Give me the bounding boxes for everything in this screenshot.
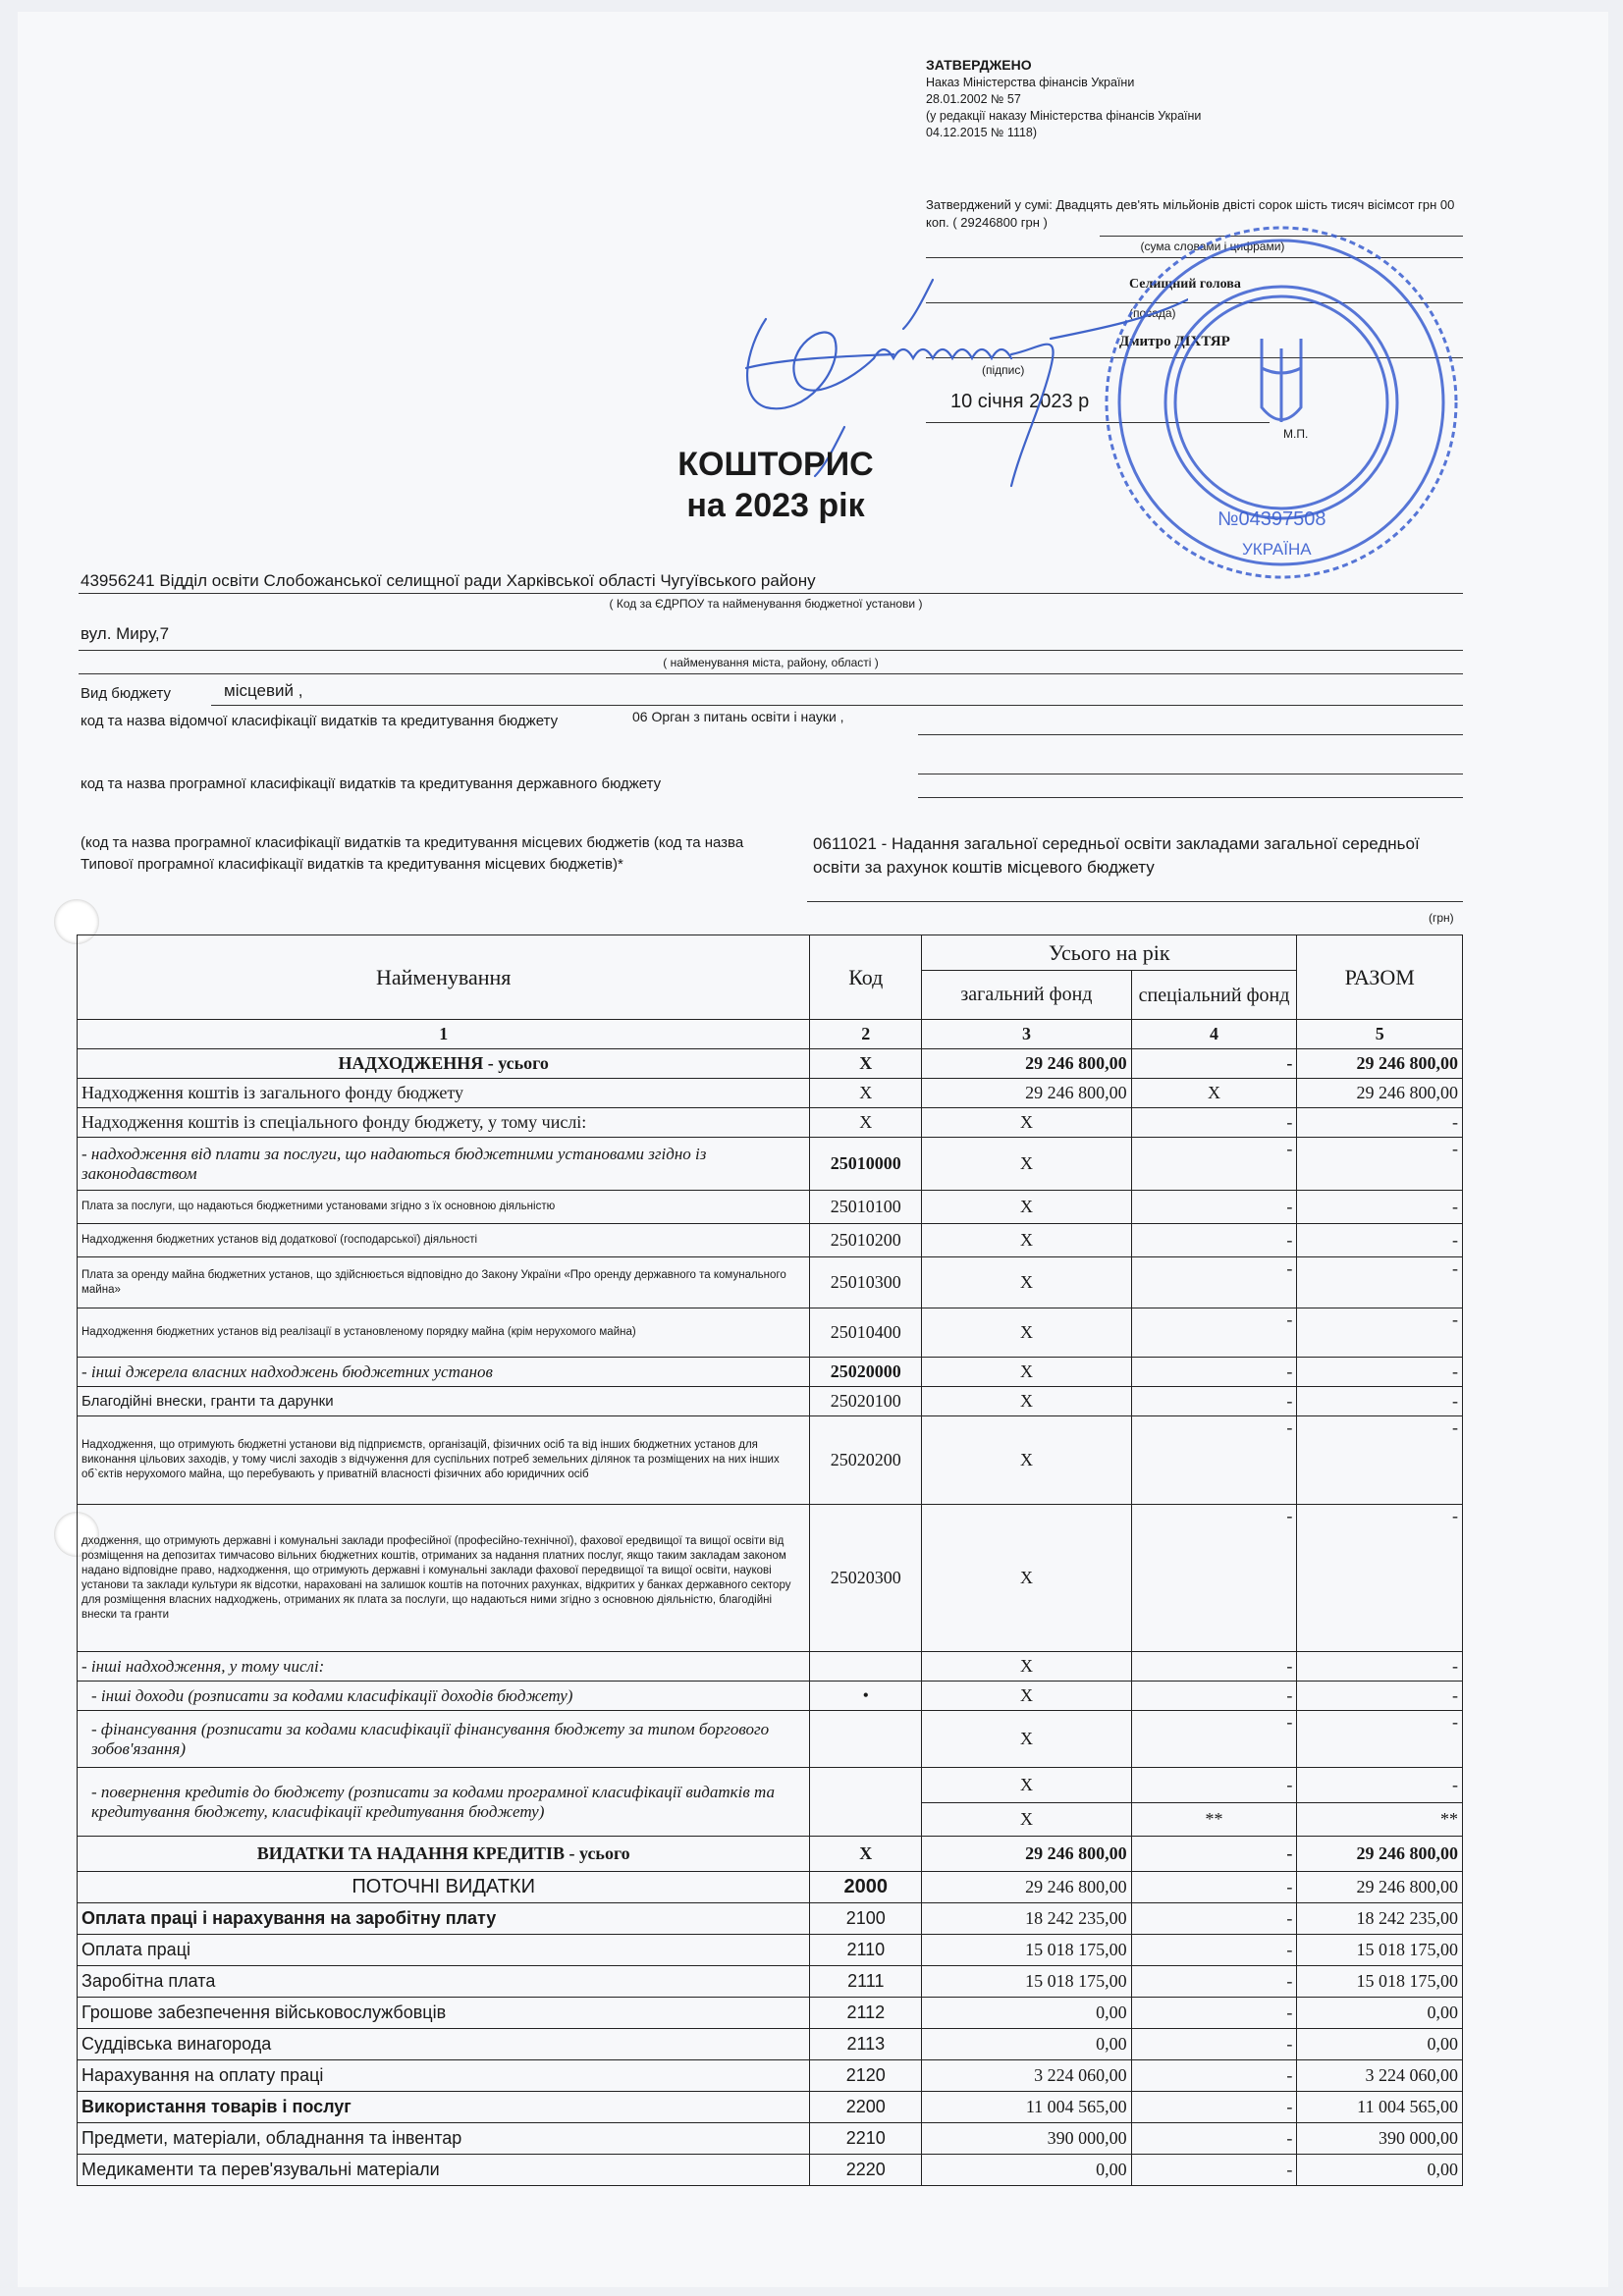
row-code: Х xyxy=(810,1837,922,1872)
column-number: 2 xyxy=(810,1020,922,1049)
row-general: Х xyxy=(922,1505,1131,1652)
estimate-table xyxy=(77,934,1463,2186)
table-row xyxy=(78,1872,1463,1903)
position-caption: (посада) xyxy=(1129,306,1176,320)
row-general: 15 018 175,00 xyxy=(922,1966,1131,1998)
row-general: Х xyxy=(922,1138,1131,1191)
row-total: - xyxy=(1297,1191,1463,1224)
header-year-total: Усього на рік xyxy=(922,935,1297,971)
row-special: - xyxy=(1131,1049,1297,1079)
row-code: 2111 xyxy=(810,1966,922,1998)
org-address: вул. Миру,7 xyxy=(81,624,170,643)
row-name: Надходження коштів із загального фонду бюджету xyxy=(78,1079,810,1108)
budget-type-value: місцевий , xyxy=(224,681,303,700)
approval-title: ЗАТВЕРДЖЕНО xyxy=(926,57,1032,73)
row-total: 390 000,00 xyxy=(1297,2123,1463,2155)
row-total: - xyxy=(1297,1652,1463,1682)
row-name: Плата за оренду майна бюджетних установ, що здійснюється відповідно до Закону України «Про оренду державного та комунального майна» xyxy=(78,1257,810,1308)
header-general-fund: загальний фонд xyxy=(922,971,1131,1020)
row-code: 25020200 xyxy=(810,1416,922,1505)
row-code: 2113 xyxy=(810,2029,922,2060)
seal-place: М.П. xyxy=(1283,427,1309,441)
row-special: - xyxy=(1131,1191,1297,1224)
approved-amount: Затверджений у сумі: Двадцять дев'ять мільйонів двісті сорок шість тисяч вісімсот грн 00 коп. ( 29246800 грн ) xyxy=(926,197,1455,230)
row-total: 15 018 175,00 xyxy=(1297,1966,1463,1998)
header-total: РАЗОМ xyxy=(1297,935,1463,1020)
table-row xyxy=(78,1966,1463,1998)
local-program-value: 0611021 - Надання загальної середньої освіти закладами загальної середньої освіти за рахунок коштів місцевого бюджету xyxy=(813,834,1420,877)
row-general: 0,00 xyxy=(922,2155,1131,2186)
row-code: 25010100 xyxy=(810,1191,922,1224)
table-row xyxy=(78,2092,1463,2123)
row-code: 25020300 xyxy=(810,1505,922,1652)
table-row xyxy=(78,1138,1463,1191)
row-special: - xyxy=(1131,1903,1297,1935)
table-row xyxy=(78,1049,1463,1079)
table-row xyxy=(78,1358,1463,1387)
dept-value: 06 Орган з питань освіти і науки , xyxy=(632,709,844,724)
row-total: - xyxy=(1297,1768,1463,1803)
row-special: - xyxy=(1131,2155,1297,2186)
row-code: 25010200 xyxy=(810,1224,922,1257)
row-special: - xyxy=(1131,2123,1297,2155)
column-number: 4 xyxy=(1131,1020,1297,1049)
row-general: Х xyxy=(922,1191,1131,1224)
row-special: - xyxy=(1131,1416,1297,1505)
approval-block xyxy=(926,57,1201,141)
column-number: 5 xyxy=(1297,1020,1463,1049)
table-row xyxy=(78,1079,1463,1108)
table-row xyxy=(78,1191,1463,1224)
row-code xyxy=(810,1768,922,1837)
row-special: - xyxy=(1131,1768,1297,1803)
row-general: 0,00 xyxy=(922,2029,1131,2060)
table-row xyxy=(78,1387,1463,1416)
table-row xyxy=(78,1416,1463,1505)
approval-line: 04.12.2015 № 1118) xyxy=(926,126,1038,139)
row-total: 0,00 xyxy=(1297,1998,1463,2029)
row-general: Х xyxy=(922,1358,1131,1387)
row-total: ** xyxy=(1297,1803,1463,1837)
row-special: - xyxy=(1131,1308,1297,1358)
row-total: - xyxy=(1297,1108,1463,1138)
table-row xyxy=(78,1682,1463,1711)
title-main: КОШТОРИС xyxy=(677,446,874,483)
row-general: Х xyxy=(922,1224,1131,1257)
table-row xyxy=(78,2123,1463,2155)
signatory-name: Дмитро ДІХТЯР xyxy=(1119,334,1230,349)
row-name: Надходження бюджетних установ від додаткової (господарської) діяльності xyxy=(78,1224,810,1257)
table-row xyxy=(78,2155,1463,2186)
row-name: Оплата праці xyxy=(78,1935,810,1966)
row-name: Нарахування на оплату праці xyxy=(78,2060,810,2092)
header-name: Найменування xyxy=(78,935,810,1020)
row-code: Х xyxy=(810,1108,922,1138)
row-general: 11 004 565,00 xyxy=(922,2092,1131,2123)
approval-line: Наказ Міністерства фінансів України xyxy=(926,76,1135,89)
row-total: - xyxy=(1297,1138,1463,1191)
seal-number: №04397508 xyxy=(1217,508,1326,530)
row-name: Оплата праці і нарахування на заробітну плату xyxy=(78,1903,810,1935)
row-special: - xyxy=(1131,1108,1297,1138)
row-total: - xyxy=(1297,1711,1463,1768)
row-name: Благодійні внески, гранти та дарунки xyxy=(78,1387,810,1416)
row-code: • xyxy=(810,1682,922,1711)
row-total: 15 018 175,00 xyxy=(1297,1935,1463,1966)
row-code: 2200 xyxy=(810,2092,922,2123)
amount-caption: (сума словами і цифрами) xyxy=(1140,240,1285,253)
position-text: Селищний голова xyxy=(1129,277,1241,292)
signature-caption: (підпис) xyxy=(982,363,1025,377)
row-general: 3 224 060,00 xyxy=(922,2060,1131,2092)
table-row xyxy=(78,1768,1463,1803)
row-name: ВИДАТКИ ТА НАДАННЯ КРЕДИТІВ - усього xyxy=(78,1837,810,1872)
table-row xyxy=(78,1711,1463,1768)
address-caption: ( найменування міста, району, області ) xyxy=(663,656,879,669)
column-number: 3 xyxy=(922,1020,1131,1049)
table-row xyxy=(78,2060,1463,2092)
row-general: Х xyxy=(922,1768,1131,1803)
row-special: - xyxy=(1131,2092,1297,2123)
row-general: Х xyxy=(922,1257,1131,1308)
row-special: - xyxy=(1131,1711,1297,1768)
row-code xyxy=(810,1652,922,1682)
row-code: 2000 xyxy=(810,1872,922,1903)
row-general: Х xyxy=(922,1387,1131,1416)
row-total: - xyxy=(1297,1257,1463,1308)
row-code: 25020000 xyxy=(810,1358,922,1387)
row-name: Плата за послуги, що надаються бюджетними установами згідно з їх основною діяльністю xyxy=(78,1191,810,1224)
seal-country: УКРАЇНА xyxy=(1242,540,1312,559)
row-code: Х xyxy=(810,1049,922,1079)
row-total: - xyxy=(1297,1358,1463,1387)
row-general: Х xyxy=(922,1652,1131,1682)
row-name: - фінансування (розписати за кодами класифікації фінансування бюджету за типом боргового зобов'язання) xyxy=(78,1711,810,1768)
row-code: 25010300 xyxy=(810,1257,922,1308)
row-special: - xyxy=(1131,1224,1297,1257)
row-special: - xyxy=(1131,1257,1297,1308)
row-special: - xyxy=(1131,1837,1297,1872)
row-total: 29 246 800,00 xyxy=(1297,1079,1463,1108)
table-row xyxy=(78,1505,1463,1652)
row-name: Заробітна плата xyxy=(78,1966,810,1998)
budget-type-label: Вид бюджету xyxy=(81,685,171,702)
row-name: - інші надходження, у тому числі: xyxy=(78,1652,810,1682)
header-special-fund: спеціальний фонд xyxy=(1131,971,1297,1020)
row-name: Надходження бюджетних установ від реалізації в установленому порядку майна (крім нерухомого майна) xyxy=(78,1308,810,1358)
local-program-label: (код та назва програмної класифікації видатків та кредитування місцевих бюджетів (код та назва Типової програмної класифікації видатків та кредитування місцевих бюджетів)* xyxy=(81,834,744,873)
row-code: 2120 xyxy=(810,2060,922,2092)
table-row xyxy=(78,1652,1463,1682)
row-code: 2220 xyxy=(810,2155,922,2186)
row-total: 29 246 800,00 xyxy=(1297,1837,1463,1872)
row-name: - інші доходи (розписати за кодами класифікації доходів бюджету) xyxy=(78,1682,810,1711)
row-general: Х xyxy=(922,1416,1131,1505)
table-row xyxy=(78,1903,1463,1935)
approval-line: 28.01.2002 № 57 xyxy=(926,92,1021,106)
row-code: 2100 xyxy=(810,1903,922,1935)
row-special: ** xyxy=(1131,1803,1297,1837)
title-year: на 2023 рік xyxy=(686,487,865,524)
row-code: 2112 xyxy=(810,1998,922,2029)
row-total: 3 224 060,00 xyxy=(1297,2060,1463,2092)
column-number: 1 xyxy=(78,1020,810,1049)
currency-label: (грн) xyxy=(1429,911,1454,925)
row-total: - xyxy=(1297,1224,1463,1257)
row-name: Надходження коштів із спеціального фонду бюджету, у тому числі: xyxy=(78,1108,810,1138)
row-total: 11 004 565,00 xyxy=(1297,2092,1463,2123)
state-program-label: код та назва програмної класифікації видатків та кредитування державного бюджету xyxy=(81,775,662,792)
row-special: Х xyxy=(1131,1079,1297,1108)
row-name: - повернення кредитів до бюджету (розписати за кодами програмної класифікації видатків та кредитування бюджету, класифікації кредитування бюджету) xyxy=(78,1768,810,1837)
row-total: 29 246 800,00 xyxy=(1297,1872,1463,1903)
row-name: Медикаменти та перев'язувальні матеріали xyxy=(78,2155,810,2186)
row-special: - xyxy=(1131,1872,1297,1903)
row-special: - xyxy=(1131,1998,1297,2029)
row-general: 29 246 800,00 xyxy=(922,1079,1131,1108)
dept-label: код та назва відомчої класифікації видатків та кредитування бюджету xyxy=(81,713,559,729)
row-total: - xyxy=(1297,1505,1463,1652)
row-name: дходження, що отримують державні і комунальні заклади професійної (професійно-технічної), фахової ередвищої та вищої освіти від розміщення на депозитах тимчасово вільних бюджетних коштів, отриманих за надання платних послуг, якщо таким закладам законом надано відповідне право, надходження, що отримують державні і комунальні заклади фахової передвищої та вищої освіти, наукові установи та заклади культури як відсотки, нараховані на залишок коштів на поточних рахунках, відкритих у банках державного сектору для розміщення власних надходжень, отриманих як плата за послуги, що надаються ними згідно з основною діяльністю, благодійні внески та гранти xyxy=(78,1505,810,1652)
row-special: - xyxy=(1131,1652,1297,1682)
row-code: 25010400 xyxy=(810,1308,922,1358)
row-name: НАДХОДЖЕННЯ - усього xyxy=(78,1049,810,1079)
row-total: - xyxy=(1297,1387,1463,1416)
table-row xyxy=(78,1308,1463,1358)
row-general: Х xyxy=(922,1803,1131,1837)
table-row xyxy=(78,1108,1463,1138)
row-code xyxy=(810,1711,922,1768)
row-special: - xyxy=(1131,2060,1297,2092)
row-total: - xyxy=(1297,1416,1463,1505)
table-row xyxy=(78,1998,1463,2029)
row-general: Х xyxy=(922,1682,1131,1711)
row-special: - xyxy=(1131,1505,1297,1652)
row-name: Використання товарів і послуг xyxy=(78,2092,810,2123)
row-name: Предмети, матеріали, обладнання та інвентар xyxy=(78,2123,810,2155)
row-total: 0,00 xyxy=(1297,2029,1463,2060)
row-code: Х xyxy=(810,1079,922,1108)
row-special: - xyxy=(1131,1966,1297,1998)
row-general: 29 246 800,00 xyxy=(922,1872,1131,1903)
row-special: - xyxy=(1131,1138,1297,1191)
table-row xyxy=(78,2029,1463,2060)
row-code: 25020100 xyxy=(810,1387,922,1416)
approval-line: (у редакції наказу Міністерства фінансів України xyxy=(926,109,1202,123)
row-total: 0,00 xyxy=(1297,2155,1463,2186)
row-general: 18 242 235,00 xyxy=(922,1903,1131,1935)
table-row xyxy=(78,1224,1463,1257)
row-name: Суддівська винагорода xyxy=(78,2029,810,2060)
table-row xyxy=(78,1257,1463,1308)
row-general: Х xyxy=(922,1108,1131,1138)
row-name: Надходження, що отримують бюджетні установи від підприємств, організацій, фізичних осіб та від інших бюджетних установ для виконання цільових заходів, у тому числі заходів з відчуження для суспільних потреб земельних ділянок та розміщених на них інших об`єктів нерухомого майна, що перебувають у приватній власності фізичних або юридичних осіб xyxy=(78,1416,810,1505)
approval-date: 10 січня 2023 р xyxy=(950,391,1090,412)
table-row xyxy=(78,1837,1463,1872)
row-general: 0,00 xyxy=(922,1998,1131,2029)
row-total: - xyxy=(1297,1682,1463,1711)
row-special: - xyxy=(1131,1387,1297,1416)
header-code: Код xyxy=(810,935,922,1020)
document-title xyxy=(589,444,962,526)
row-total: 18 242 235,00 xyxy=(1297,1903,1463,1935)
org-name: 43956241 Відділ освіти Слобожанської селищної ради Харківської області Чугуївського району xyxy=(81,571,816,590)
row-code: 2210 xyxy=(810,2123,922,2155)
row-total: - xyxy=(1297,1308,1463,1358)
row-general: Х xyxy=(922,1308,1131,1358)
row-name: ПОТОЧНІ ВИДАТКИ xyxy=(78,1872,810,1903)
row-general: Х xyxy=(922,1711,1131,1768)
row-special: - xyxy=(1131,1358,1297,1387)
row-special: - xyxy=(1131,1682,1297,1711)
table-row xyxy=(78,1935,1463,1966)
official-seal xyxy=(1100,221,1463,584)
row-general: 29 246 800,00 xyxy=(922,1049,1131,1079)
org-caption: ( Код за ЄДРПОУ та найменування бюджетної установи ) xyxy=(609,597,923,611)
row-general: 15 018 175,00 xyxy=(922,1935,1131,1966)
row-general: 29 246 800,00 xyxy=(922,1837,1131,1872)
row-code: 2110 xyxy=(810,1935,922,1966)
row-special: - xyxy=(1131,1935,1297,1966)
row-name: - інші джерела власних надходжень бюджетних установ xyxy=(78,1358,810,1387)
row-code: 25010000 xyxy=(810,1138,922,1191)
row-special: - xyxy=(1131,2029,1297,2060)
row-name: Грошове забезпечення військовослужбовців xyxy=(78,1998,810,2029)
row-name: - надходження від плати за послуги, що надаються бюджетними установами згідно із законодавством xyxy=(78,1138,810,1191)
row-total: 29 246 800,00 xyxy=(1297,1049,1463,1079)
row-general: 390 000,00 xyxy=(922,2123,1131,2155)
